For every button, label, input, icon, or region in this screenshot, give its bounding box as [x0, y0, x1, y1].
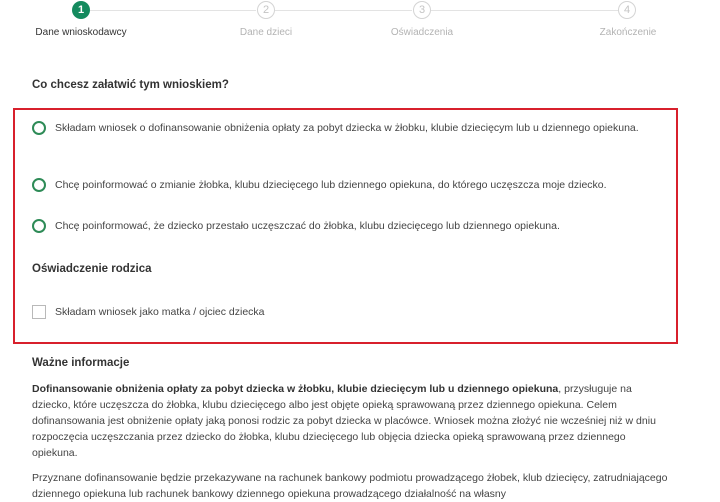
option-label: Chcę poinformować, że dziecko przestało uczęszczać do żłobka, klubu dziecięcego lub dziennego opiekuna. — [55, 220, 560, 232]
step-4-label: Zakończenie — [599, 27, 657, 38]
checkbox-label: Składam wniosek jako matka / ojciec dziecka — [55, 306, 265, 318]
parent-statement-checkbox-row[interactable] — [32, 305, 655, 320]
form-question: Co chcesz załatwić tym wnioskiem? — [32, 79, 229, 91]
radio-button[interactable] — [32, 178, 46, 192]
option-label: Chcę poinformować o zmianie żłobka, klubu dziecięcego lub dziennego opiekuna, do którego uczęszcza moje dziecko. — [55, 179, 607, 191]
step-connector — [431, 10, 618, 11]
step-3-indicator: 3 — [413, 1, 431, 19]
step-2-indicator: 2 — [257, 1, 275, 19]
step-2-label: Dane dzieci — [239, 27, 293, 38]
parent-statement-title: Oświadczenie rodzica — [32, 263, 152, 275]
option-apply-funding[interactable] — [32, 121, 655, 136]
important-info-title: Ważne informacje — [32, 357, 130, 369]
step-1-indicator: 1 — [72, 1, 90, 19]
info-paragraph-2: Przyznane dofinansowanie będzie przekazywane na rachunek bankowy podmiotu prowadzącego żłobek, klub dziecięcy, zatrudniającego dziennego opiekuna lub rachunek bankowy dziennego opiekuna prowadzącego działalność na własny — [32, 472, 668, 500]
parent-checkbox[interactable] — [32, 305, 46, 319]
info-paragraph-1 — [32, 381, 672, 461]
step-connector — [275, 10, 412, 11]
radio-button[interactable] — [32, 219, 46, 233]
step-connector — [90, 10, 256, 11]
option-stopped-attending[interactable] — [32, 219, 655, 234]
radio-button[interactable] — [32, 121, 46, 135]
step-1-label: Dane wnioskodawcy — [35, 27, 127, 38]
progress-stepper — [0, 0, 720, 44]
option-change-facility[interactable] — [32, 178, 655, 193]
info-paragraph-1-lead: Dofinansowanie obniżenia opłaty za pobyt dziecka w żłobku, klubie dziecięcym lub u dziennego opiekuna — [32, 383, 559, 395]
info-paragraph-1-body: , przysługuje na dziecko, które uczęszcza do żłobka, klubu dziecięcego albo jest objęte opieką sprawowaną przez dziennego opiekuna. Celem dofinansowania jest obniżenie opłaty jaką ponosi rodzic za pobyt dziecka w placówce. Wniosek można złożyć nie wcześniej niż w dniu rozpoczęcia uczęszczania przez dziecko do żłobka, klubu dziecięcego lub objęcia dziecka opieką sprawowaną przez dziennego opiekuna. — [32, 383, 656, 459]
step-3-label: Oświadczenia — [390, 27, 454, 38]
step-4-indicator: 4 — [618, 1, 636, 19]
option-label: Składam wniosek o dofinansowanie obniżenia opłaty za pobyt dziecka w żłobku, klubie dziecięcym lub u dziennego opiekuna. — [55, 122, 639, 134]
